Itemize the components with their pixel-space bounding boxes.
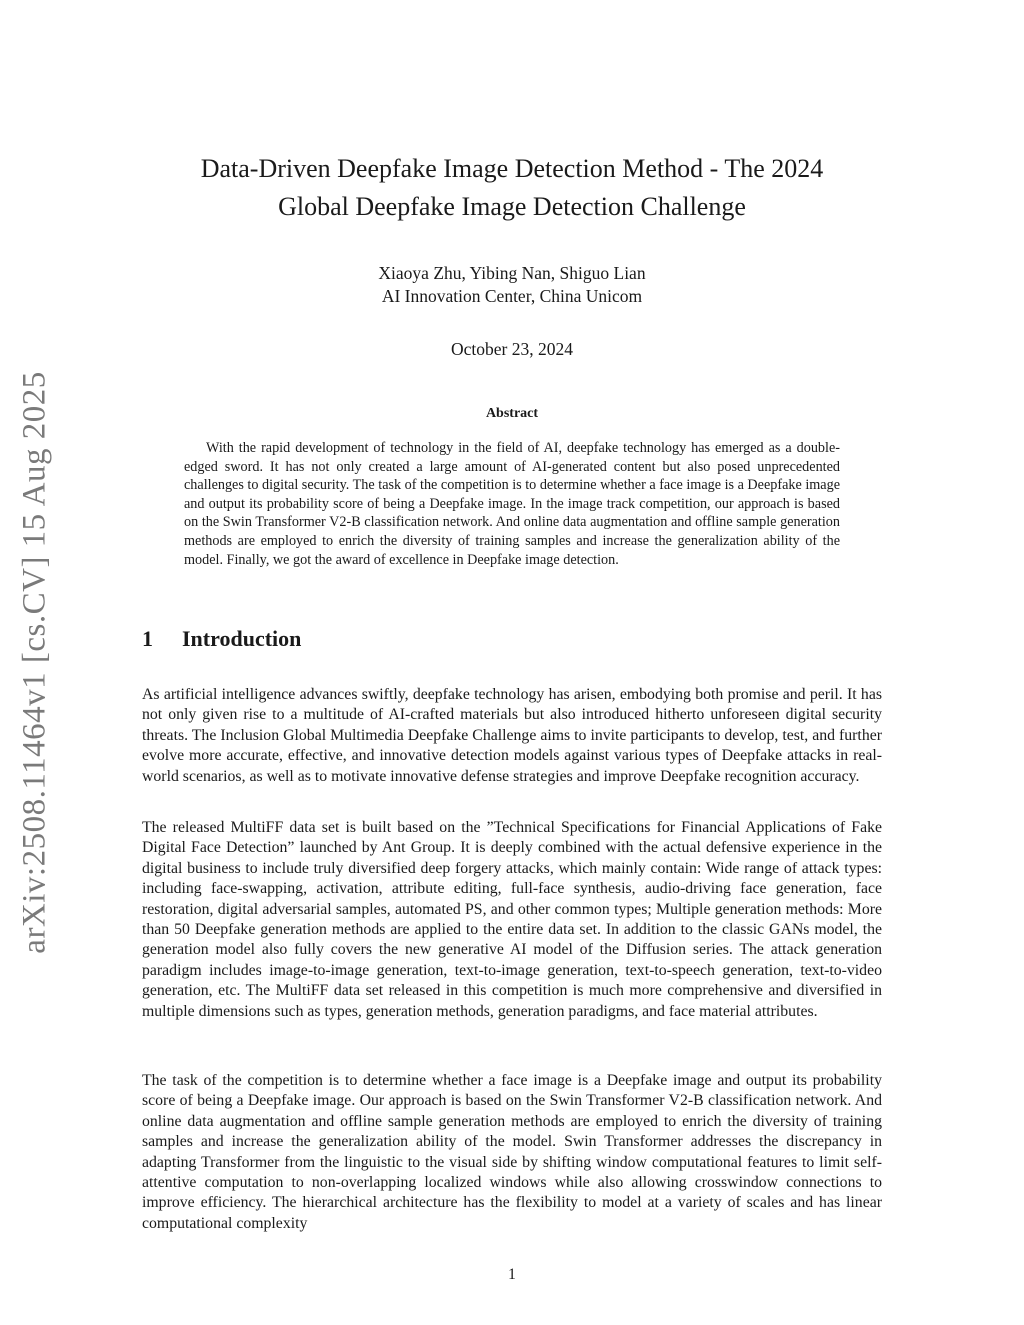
- arxiv-stamp: [10, 365, 60, 960]
- section-number: 1: [142, 626, 153, 651]
- title-line: Data-Driven Deepfake Image Detection Method - The 2024: [200, 154, 824, 183]
- section-heading: [142, 626, 301, 652]
- author-block: [140, 262, 884, 308]
- arxiv-stamp-text: arXiv:2508.11464v1 [cs.CV] 15 Aug 2025: [16, 371, 53, 954]
- paper-title: [140, 150, 884, 226]
- intro-paragraph: As artificial intelligence advances swiftly, deepfake technology has arisen, embodying both promise and peril. It has not only given rise to a multitude of AI-crafted materials but also introduced hitherto unforeseen digital security threats. The Inclusion Global Multimedia Deepfake Challenge aims to invite participants to develop, test, and further evolve more accurate, effective, and innovative detection models against various types of Deepfake attacks in real-world scenarios, as well as to motivate innovative defense strategies and improve Deepfake recognition accuracy.: [142, 686, 882, 785]
- page-number: 1: [508, 1266, 516, 1283]
- intro-paragraph: The task of the competition is to determine whether a face image is a Deepfake image and output its probability score of being a Deepfake image. Our approach is based on the Swin Transformer V2-B classification network. And online data augmentation and offline sample generation methods are employed to enrich the diversity of training samples and increase the generalization ability of the model. Swin Transformer addresses the discrepancy in adapting Transformer from the linguistic to the visual side by shifting window computational features to limit self-attentive computation to non-overlapping localized windows while also allowing crosswindow connections to improve efficiency. The hierarchical architecture has the flexibility to model at a variety of scales and has linear computational complexity: [142, 1072, 882, 1232]
- abstract-heading: Abstract: [485, 406, 539, 421]
- paper-date: October 23, 2024: [451, 339, 573, 359]
- section-title: Introduction: [182, 626, 302, 651]
- abstract-text: With the rapid development of technology in the field of AI, deepfake technology has emerged as a double-edged sword. It has not only created a large amount of AI-generated content but also posed unprecedented challenges to digital security. The task of the competition is to determine whether a face image is a Deepfake image and output its probability score of being a Deepfake image. In the image track competition, our approach is based on the Swin Transformer V2-B classification network. And online data augmentation and offline sample generation methods are employed to enrich the diversity of training samples and increase the generalization ability of the model. Finally, we got the award of excellence in Deepfake image detection.: [184, 440, 840, 568]
- title-line: Global Deepfake Image Detection Challenge: [278, 192, 746, 221]
- author-affiliation: AI Innovation Center, China Unicom: [381, 286, 643, 306]
- intro-paragraph: The released MultiFF data set is built based on the ”Technical Specifications for Financial Applications of Fake Digital Face Detection” launched by Ant Group. It is deeply combined with the actual defensive experience in the digital business to include truly diversified deep forgery attacks, which mainly contain: Wide range of attack types: including face-swapping, activation, attribute editing, full-face synthesis, audio-driving face generation, face restoration, digital adversarial samples, automated PS, and other common types; Multiple generation methods: More than 50 Deepfake generation methods are applied to the entire data set. In addition to the classic GANs model, the generation model also fully covers the new generative AI model of the Diffusion series. The attack generation paradigm includes image-to-image generation, text-to-image generation, text-to-speech generation, text-to-video generation, etc. The MultiFF data set released in this competition is much more comprehensive and diversified in multiple dimensions such as types, generation methods, generation paradigms, and face material attributes.: [142, 819, 882, 1020]
- author-names: Xiaoya Zhu, Yibing Nan, Shiguo Lian: [378, 263, 646, 283]
